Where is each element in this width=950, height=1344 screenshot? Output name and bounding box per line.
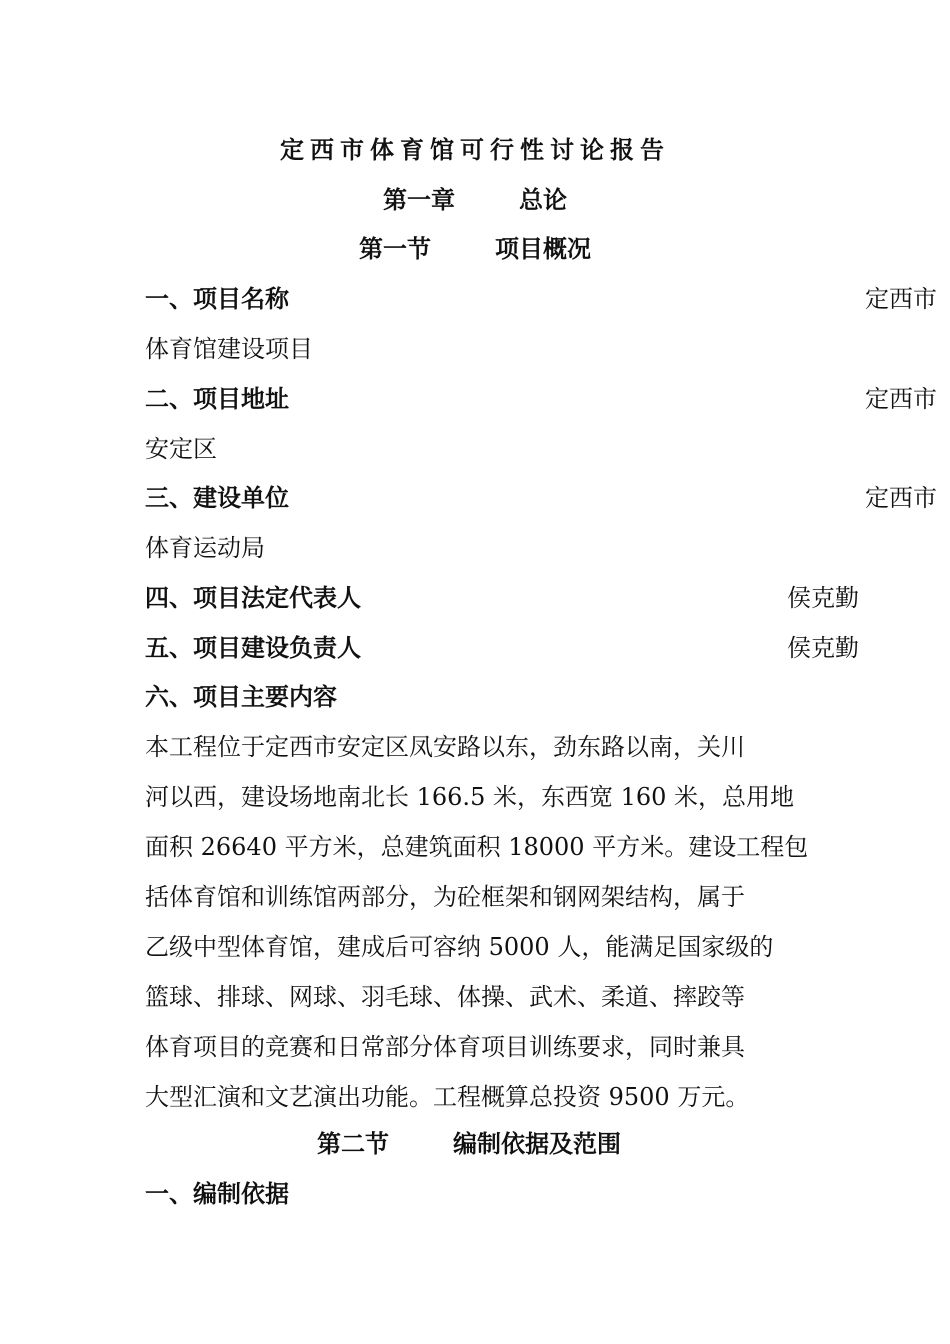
item-value: 侯克勤: [787, 584, 859, 612]
paragraph-line: 乙级中型体育馆，建成后可容纳 5000 人，能满足国家级的: [145, 933, 774, 961]
paragraph-line: 本工程位于定西市安定区凤安路以东，劲东路以南，关川: [145, 733, 745, 761]
chapter-number: 第一章: [383, 185, 455, 214]
item-label: 四、项目法定代表人: [145, 583, 361, 612]
item-label: 二、项目地址: [145, 384, 289, 413]
item-construction-unit-continuation: 体育运动局: [145, 534, 265, 562]
item-project-address: [145, 379, 937, 419]
paragraph-line: 大型汇演和文艺演出功能。工程概算总投资 9500 万元。: [145, 1083, 750, 1111]
chapter-name: 总论: [519, 185, 567, 214]
basis-heading: 一、编制依据: [145, 1179, 289, 1208]
section-name: 项目概况: [495, 234, 591, 263]
main-content-paragraph: [145, 722, 809, 1122]
paragraph-line: 括体育馆和训练馆两部分，为砼框架和钢网架结构，属于: [145, 883, 745, 911]
item-value: 定西市: [865, 285, 937, 313]
section-name: 编制依据及范围: [453, 1129, 621, 1158]
item-construction-unit: [145, 478, 937, 518]
paragraph-line: 面积 26640 平方米，总建筑面积 18000 平方米。建设工程包: [145, 833, 809, 861]
item-value: 定西市: [865, 484, 937, 512]
paragraph-line: 体育项目的竞赛和日常部分体育项目训练要求，同时兼具: [145, 1033, 745, 1061]
item-label: 一、项目名称: [145, 284, 289, 313]
section-heading-2: [317, 1124, 717, 1164]
main-content-heading: 六、项目主要内容: [145, 682, 337, 711]
item-project-name: [145, 279, 937, 319]
document-title: 定西市体育馆可行性讨论报告: [280, 135, 670, 164]
item-project-address-continuation: 安定区: [145, 435, 217, 463]
item-legal-representative: [145, 578, 859, 618]
paragraph-line: 篮球、排球、网球、羽毛球、体操、武术、柔道、摔跤等: [145, 983, 745, 1011]
section-number: 第二节: [317, 1129, 389, 1158]
section-heading-1: [0, 229, 950, 269]
item-project-manager: [145, 628, 859, 668]
section-number: 第一节: [359, 234, 431, 263]
item-value: 定西市: [865, 385, 937, 413]
paragraph-line: 河以西，建设场地南北长 166.5 米，东西宽 160 米，总用地: [145, 783, 795, 811]
item-value: 侯克勤: [787, 634, 859, 662]
item-project-name-continuation: 体育馆建设项目: [145, 335, 313, 363]
chapter-heading: [0, 180, 950, 220]
item-label: 三、建设单位: [145, 483, 289, 512]
item-label: 五、项目建设负责人: [145, 633, 361, 662]
